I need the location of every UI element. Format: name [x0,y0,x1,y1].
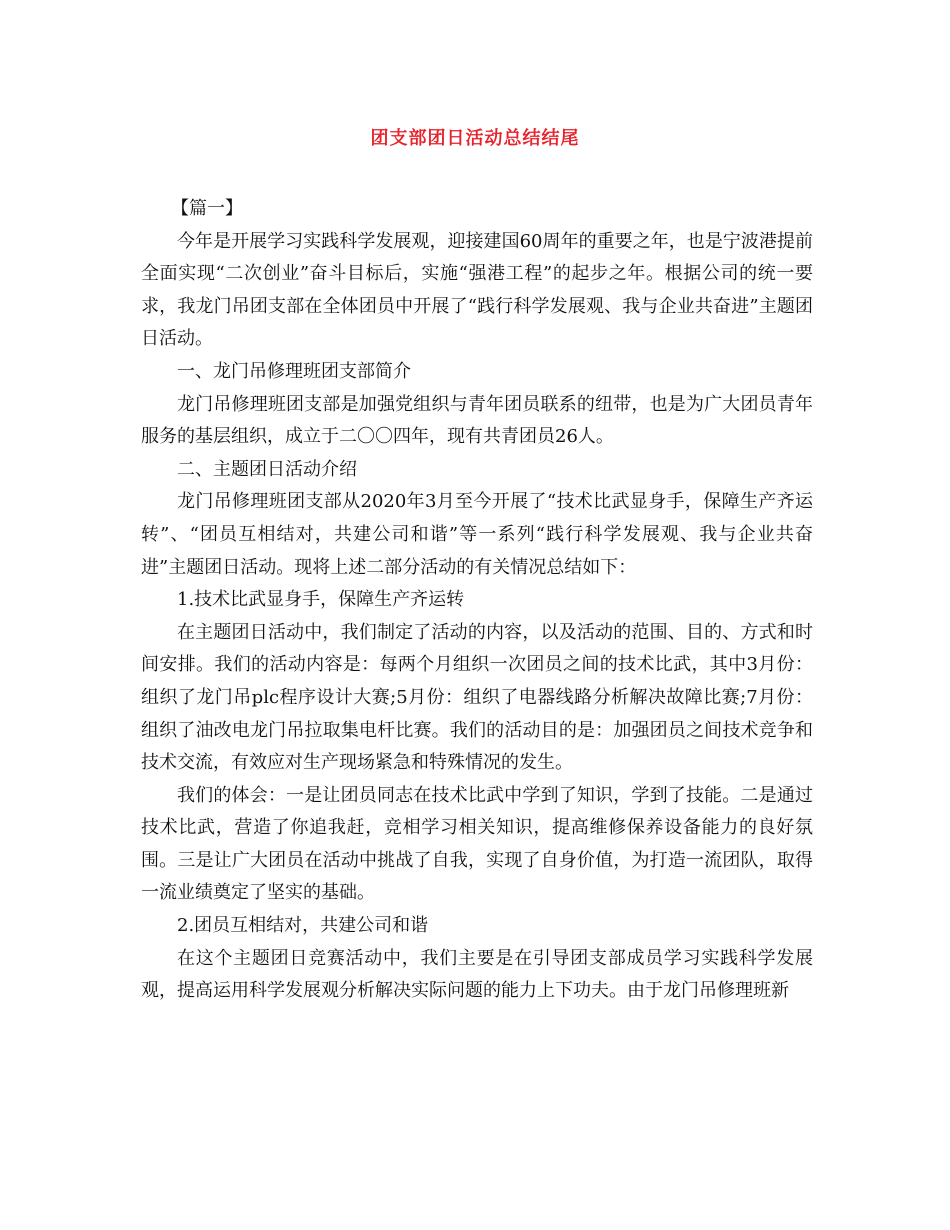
subheading-pairing: 2.团员互相结对，共建公司和谐 [177,915,429,937]
paragraph-pairing: 在这个主题团日竞赛活动中，我们主要是在引导团支部成员学习实践科学发展观，提高运用科学发展观分析解决实际问题的能力上下功夫。由于龙门吊修理班新 [141,947,813,1002]
paragraph-tech-contest: 在主题团日活动中，我们制定了活动的内容，以及活动的范围、目的、方式和时间安排。我们的活动内容是：每两个月组织一次团员之间的技术比武，其中3月份：组织了龙门吊plc程序设计大赛;5月份：组织了电器线路分析解决故障比赛;7月份：组织了油改电龙门吊拉取集电杆比赛。我们的活动目的是：加强团员之间技术竞争和技术交流，有效应对生产现场紧急和特殊情况的发生。 [141,621,813,774]
section-tag: 【篇一】 [171,198,243,219]
paragraph-experience: 我们的体会：一是让团员同志在技术比武中学到了知识，学到了技能。二是通过技术比武，营造了你追我赶，竞相学习相关知识，提高维修保养设备能力的良好氛围。三是让广大团员在活动中挑战了自我，实现了自身价值，为打造一流团队，取得一流业绩奠定了坚实的基础。 [141,784,813,904]
paragraph-intro: 今年是开展学习实践科学发展观，迎接建国60周年的重要之年，也是宁波港提前全面实现“二次创业”奋斗目标后，实施“强港工程”的起步之年。根据公司的统一要求，我龙门吊团支部在全体团员中开展了“践行科学发展观、我与企业共奋进”主题团日活动。 [141,230,813,350]
paragraph-branch-intro: 龙门吊修理班团支部是加强党组织与青年团员联系的纽带，也是为广大团员青年服务的基层组织，成立于二〇〇四年，现有共青团员26人。 [141,393,813,448]
document-body [141,193,813,1008]
paragraph-activity-intro: 龙门吊修理班团支部从2020年3月至今开展了“技术比武显身手，保障生产齐运转”、“团员互相结对，共建公司和谐”等一系列“践行科学发展观、我与企业共奋进”主题团日活动。现将上述二部分活动的有关情况总结如下： [141,491,813,578]
heading-activity-intro: 二、主题团日活动介绍 [177,458,357,480]
heading-branch-intro: 一、龙门吊修理班团支部简介 [177,360,411,382]
subheading-tech-contest: 1.技术比武显身手，保障生产齐运转 [177,589,465,611]
document-title: 团支部团日活动总结结尾 [370,128,580,149]
